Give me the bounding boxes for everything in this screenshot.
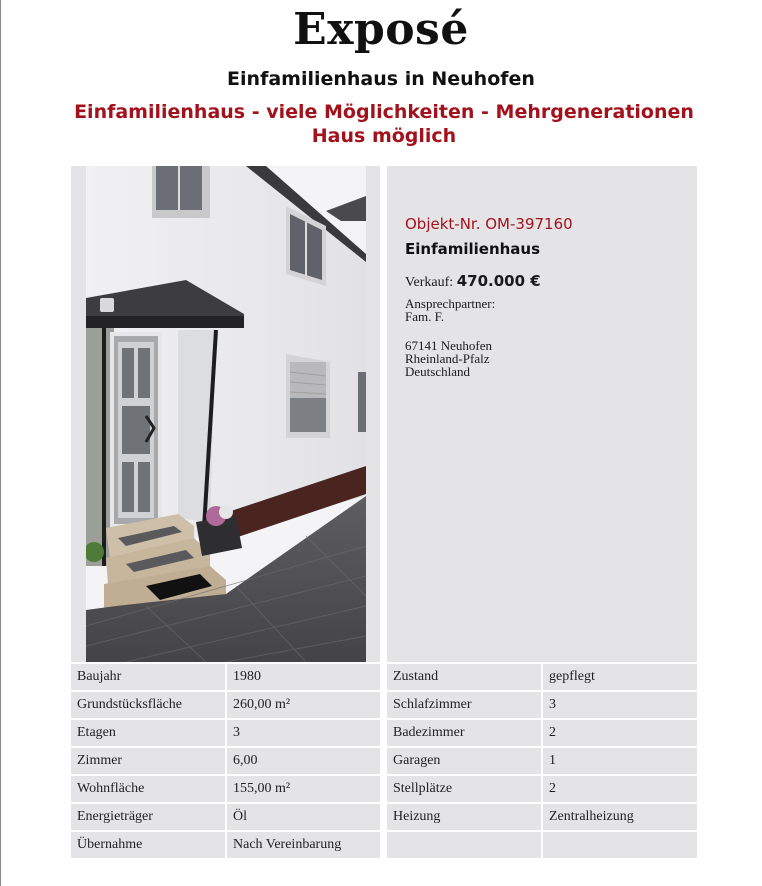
address-block [405, 339, 492, 378]
right-detail-label [387, 832, 541, 858]
left-detail-label: Energieträger [71, 804, 225, 830]
right-detail-label: Stellplätze [387, 776, 541, 802]
right-detail-value: 2 [543, 776, 697, 802]
left-detail-label: Grundstücksfläche [71, 692, 225, 718]
address-country: Deutschland [405, 364, 470, 379]
left-detail-label: Wohnfläche [71, 776, 225, 802]
contact-block [405, 297, 495, 323]
left-detail-value: 1980 [227, 664, 380, 690]
contact-name: Fam. F. [405, 309, 445, 324]
right-detail-value: gepflegt [543, 664, 697, 690]
right-detail-value: 2 [543, 720, 697, 746]
right-detail-label: Zustand [387, 664, 541, 690]
left-detail-label: Übernahme [71, 832, 225, 858]
object-number: Objekt-Nr. OM-397160 [405, 215, 573, 233]
left-detail-label: Baujahr [71, 664, 225, 690]
price-line [405, 272, 541, 291]
price-value: 470.000 € [456, 272, 541, 290]
left-detail-value: 155,00 m² [227, 776, 380, 802]
right-detail-label: Garagen [387, 748, 541, 774]
left-detail-label: Etagen [71, 720, 225, 746]
house-photo [86, 166, 366, 662]
left-detail-value: 3 [227, 720, 380, 746]
address-state: Rheinland-Pfalz [405, 351, 490, 366]
headline-line-1: Einfamilienhaus - viele Möglichkeiten - Mehrgenerationen [74, 101, 694, 123]
right-detail-value: 3 [543, 692, 697, 718]
right-detail-value: 1 [543, 748, 697, 774]
left-detail-value: 260,00 m² [227, 692, 380, 718]
right-detail-label: Badezimmer [387, 720, 541, 746]
page-border [0, 0, 1, 886]
left-detail-value: 6,00 [227, 748, 380, 774]
left-detail-value: Nach Vereinbarung [227, 832, 380, 858]
right-detail-value: Zentralheizung [543, 804, 697, 830]
object-type: Einfamilienhaus [405, 240, 541, 258]
right-detail-value [543, 832, 697, 858]
page-title: Exposé [293, 4, 469, 55]
right-detail-label: Heizung [387, 804, 541, 830]
left-detail-value: Öl [227, 804, 380, 830]
address-city: 67141 Neuhofen [405, 338, 493, 353]
price-label: Verkauf: [405, 275, 457, 290]
contact-label: Ansprechpartner: [405, 296, 496, 311]
right-detail-label: Schlafzimmer [387, 692, 541, 718]
page-subtitle: Einfamilienhaus in Neuhofen [227, 68, 535, 90]
left-detail-label: Zimmer [71, 748, 225, 774]
headline-line-2: Haus möglich [311, 125, 457, 147]
listing-headline [40, 100, 728, 148]
